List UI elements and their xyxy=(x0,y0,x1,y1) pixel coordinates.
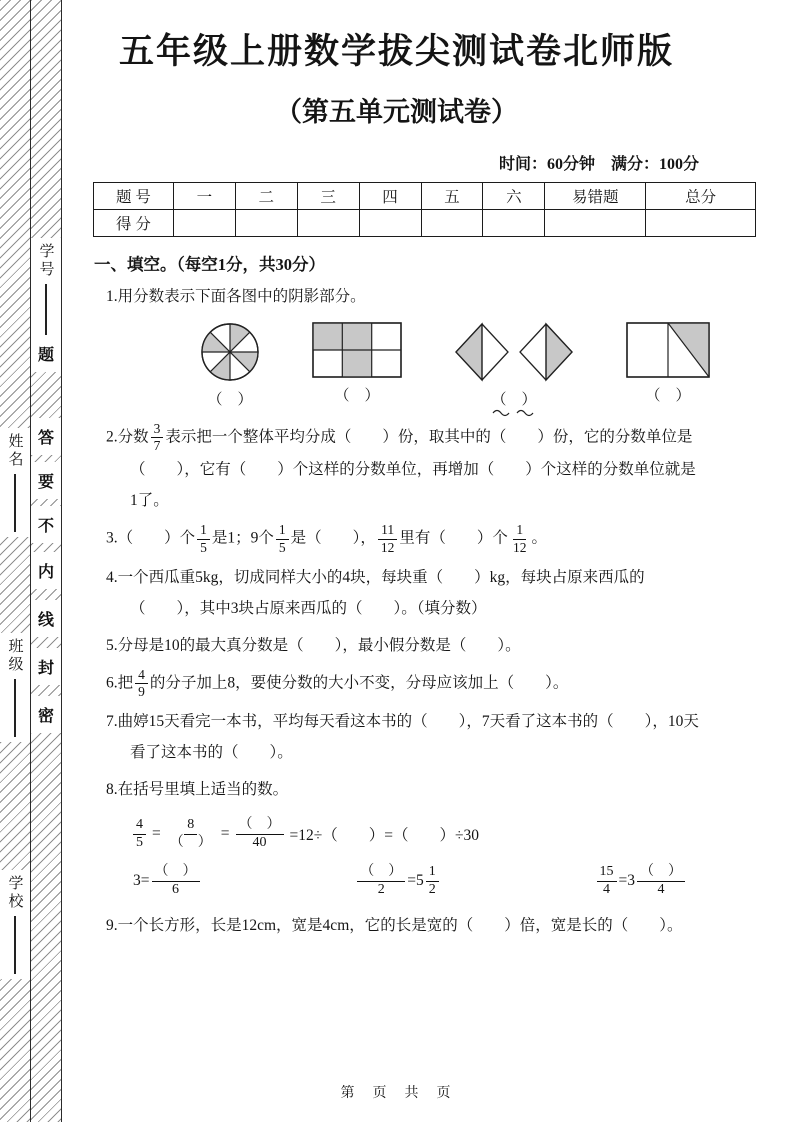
answer-blank: （ ） xyxy=(334,388,380,404)
figure-block xyxy=(454,322,574,417)
school-label: 学校 xyxy=(6,875,23,911)
seal-column-inner xyxy=(31,0,62,1122)
name-blank-line xyxy=(14,474,16,532)
fraction: $\frac{11}{12}$ xyxy=(378,522,398,555)
text-run: 3.（ ）个 xyxy=(106,529,196,547)
seal-line-margin xyxy=(0,0,62,1122)
text-run: =12÷（ ）=（ ）÷30 xyxy=(289,827,479,845)
answer-blank: （ ） xyxy=(645,388,691,404)
section-heading: 一、填空。（每空1分，共30分） xyxy=(94,255,325,274)
seal-text-char: 内 xyxy=(31,552,61,589)
score-cell xyxy=(545,210,646,237)
text-run: 2.分数 xyxy=(106,428,149,446)
name-field-label xyxy=(0,428,30,537)
text-run: 是（ ）， xyxy=(290,529,376,547)
score-col-header: 六 xyxy=(483,183,545,210)
score-col-header: 三 xyxy=(297,183,359,210)
score-cell xyxy=(421,210,483,237)
fraction: $\frac{1}{12}$ xyxy=(512,522,527,555)
text-run: 。 xyxy=(531,529,547,547)
fraction: $\frac{1}{2}$ xyxy=(426,864,439,899)
seal-text-char: 答 xyxy=(31,418,61,455)
fraction: $\frac{( )}{40}$ xyxy=(236,817,284,852)
school-blank-line xyxy=(14,916,16,974)
student-no-label: 学号 xyxy=(37,243,54,279)
equals-sign: = xyxy=(220,825,230,843)
page-footer: 第 页 共 页 xyxy=(340,1086,453,1101)
score-col-header: 一 xyxy=(173,183,235,210)
fraction: $\frac{4}{5}$ xyxy=(133,817,146,852)
equation-group xyxy=(595,864,688,899)
student-no-blank-line xyxy=(45,284,47,342)
text-run: 里有（ ）个 xyxy=(399,529,508,547)
score-cell xyxy=(359,210,421,237)
student-no-field-label xyxy=(31,238,61,347)
name-label: 姓名 xyxy=(6,433,23,469)
text-run: 的分子加上8，要使分数的大小不变，分母应该加上（ ）。 xyxy=(149,674,569,691)
page-title: 五年级上册数学拔尖测试卷北师版 xyxy=(118,32,674,71)
score-cell xyxy=(646,210,756,237)
fraction: $\frac{3}{7}$ xyxy=(151,421,164,454)
answer-blank: （ ） xyxy=(491,392,537,408)
fraction: $\frac{4}{9}$ xyxy=(135,667,148,700)
text-run: 6.把 xyxy=(106,674,134,691)
equation-group xyxy=(355,864,441,899)
seal-text-char: 线 xyxy=(31,600,61,637)
seal-column-outer xyxy=(0,0,31,1122)
seal-text-char: 封 xyxy=(31,648,61,685)
figure-diamonds xyxy=(454,322,574,382)
score-cell xyxy=(173,210,235,237)
figure-rect-diagonal xyxy=(626,322,710,378)
text-run: 3= xyxy=(133,872,150,890)
text-run: 表示把一个整体平均分成（ ）份，取其中的（ ）份，它的分数单位是（ ），它有（ ）个这样的分数单位，再增加（ ）个这样的分数单位就是1了。 xyxy=(130,428,696,510)
class-label: 班级 xyxy=(6,638,23,674)
question-3 xyxy=(106,522,701,555)
seal-text-char: 题 xyxy=(31,335,61,372)
seal-text-char: 密 xyxy=(31,696,61,733)
score-cell xyxy=(297,210,359,237)
exam-meta: 时间：60分钟 满分：100分 xyxy=(498,156,699,173)
text-run: =5 xyxy=(407,872,424,890)
score-col-header: 五 xyxy=(421,183,483,210)
question-8: 8.在括号里填上适当的数。 xyxy=(106,781,289,799)
class-field-label xyxy=(0,633,30,742)
figure-grid-sixths xyxy=(312,322,402,378)
text-run: =3 xyxy=(618,872,635,890)
score-table-header-row xyxy=(94,183,756,210)
equals-sign: = xyxy=(152,825,161,843)
figure-block xyxy=(626,322,710,417)
fraction: $\frac{1}{5}$ xyxy=(197,522,210,555)
answer-blank: （ ） xyxy=(207,392,253,408)
score-table-score-row xyxy=(94,210,756,237)
paper-body xyxy=(92,0,717,941)
seal-text-char: 要 xyxy=(31,462,61,499)
wavy-underline xyxy=(491,407,537,417)
score-col-header: 二 xyxy=(235,183,297,210)
figure-block xyxy=(200,322,260,417)
score-cell xyxy=(483,210,545,237)
question-7: 7.曲婷15天看完一本书，平均每天看这本书的（ ），7天看了这本书的（ ），10天看了这本书的（ ）。 xyxy=(106,713,699,762)
question-5: 5.分母是10的最大真分数是（ ），最小假分数是（ ）。 xyxy=(106,636,521,654)
score-col-header: 题 号 xyxy=(94,183,174,210)
question-1-figures xyxy=(200,322,710,417)
score-cell xyxy=(235,210,297,237)
question-2 xyxy=(106,421,701,516)
fraction: $\frac{8}{( )}$ xyxy=(169,817,212,850)
score-col-header: 易错题 xyxy=(545,183,646,210)
fraction: $\frac{( )}{4}$ xyxy=(637,864,685,899)
question-8-equation-line-1 xyxy=(130,817,701,852)
score-col-header: 总分 xyxy=(646,183,756,210)
fraction: $\frac{( )}{6}$ xyxy=(152,864,200,899)
school-field-label xyxy=(0,870,30,979)
question-1: 1.用分数表示下面各图中的阴影部分。 xyxy=(106,288,366,305)
figure-block xyxy=(312,322,402,417)
question-8-equation-line-2 xyxy=(130,864,690,899)
score-col-header: 四 xyxy=(359,183,421,210)
fraction: $\frac{( )}{2}$ xyxy=(357,864,405,899)
equation-group xyxy=(133,864,202,899)
seal-text-char: 不 xyxy=(31,506,61,543)
figure-circle-eighths xyxy=(200,322,260,382)
question-9: 9.一个长方形，长是12cm，宽是4cm，它的长是宽的（ ）倍，宽是长的（ ）。 xyxy=(106,917,683,935)
question-6 xyxy=(106,667,701,700)
fraction: $\frac{1}{5}$ xyxy=(276,522,289,555)
fraction: $\frac{15}{4}$ xyxy=(597,864,617,899)
score-table xyxy=(93,182,756,237)
class-blank-line xyxy=(14,679,16,737)
score-row-label: 得 分 xyxy=(94,210,174,237)
page-subtitle: （第五单元测试卷） xyxy=(275,97,518,127)
text-run: 是1；9个 xyxy=(211,529,274,547)
question-4: 4.一个西瓜重5kg，切成同样大小的4块，每块重（ ）kg，每块占原来西瓜的（ ），其中3块占原来西瓜的（ ）。（填分数） xyxy=(106,568,645,617)
